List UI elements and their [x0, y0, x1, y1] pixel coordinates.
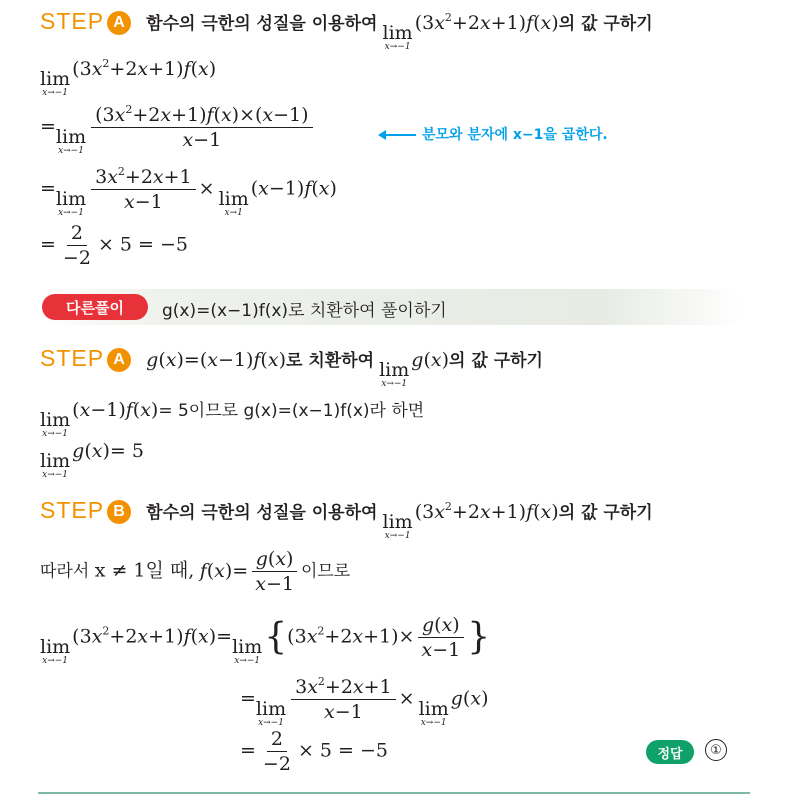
step-a2-title-tail: 의 값 구하기: [449, 351, 543, 371]
sol1-line3: = lim x→−1 $\frac{3x^2+2x+1}{x-1}$ × lim x→1 (x−1)f(x): [40, 165, 337, 218]
lim-subscript: x→−1: [58, 207, 84, 218]
hint-note: [380, 124, 608, 144]
lim-subscript: x→−1: [384, 42, 411, 52]
step-a2-title-mid: 로 치환하여: [285, 351, 375, 371]
sol1-line1: lim x→−1 $(3x^2+2x+1)f(x)$: [40, 57, 217, 98]
frac-numerator: 2: [267, 728, 287, 752]
step-b-title-tail: 의 값 구하기: [558, 503, 653, 523]
sol2-intro: 따라서 x ≠ 1일 때, f(x)= $\frac{g(x)}{x-1}$ 이므로: [40, 548, 351, 595]
bottom-divider: [38, 792, 750, 794]
intro-cond: x ≠ 1일 때,: [94, 559, 195, 582]
step-label: STEP: [40, 345, 105, 371]
alt-line2: lim x→−1 g(x)= 5: [40, 440, 144, 480]
result-tail: × 5 = −5: [297, 739, 388, 762]
hint-text: 분모와 분자에 x−1을 곱한다.: [422, 127, 608, 143]
lim-subscript: x→1: [224, 207, 243, 218]
step-badge-a: A: [107, 348, 131, 372]
step-a2-heading: STEP A g(x)=(x−1)f(x)로 치환하여 lim x→−1 g(x)의 값 구하기: [40, 345, 543, 389]
sol2-line2: = lim x→−1 $\frac{3x^2+2x+1}{x-1}$ × lim x→−1 g(x): [240, 675, 489, 728]
step-label: STEP: [40, 497, 105, 523]
answer-badge: 정답: [646, 740, 694, 764]
step-label: STEP: [40, 8, 105, 34]
intro-post: 이므로: [300, 561, 351, 582]
intro-pre: 따라서: [40, 561, 90, 582]
alt-line1: lim x→−1 (x−1)f(x)= 5이므로 g(x)=(x−1)f(x)라 하면: [40, 399, 425, 439]
alt-solution-text: g(x)=(x−1)f(x)로 치환하여 풀이하기: [162, 301, 447, 321]
alt-line2-text: = 5: [109, 440, 144, 462]
sol1-result: = $\frac{2}{-2}$ × 5 = −5: [40, 222, 188, 269]
lim-subscript: x→−1: [42, 88, 69, 98]
step-a-title: 함수의 극한의 성질을 이용하여: [146, 14, 378, 34]
step-badge-b: B: [107, 500, 131, 524]
step-a-heading: STEP A 함수의 극한의 성질을 이용하여 lim x→−1 $(3x^2+2x+1)f(x)$의 값 구하기: [40, 8, 653, 52]
sol1-line2: = lim x→−1 $\frac{(3x^2+2x+1)f(x)\times(x-1)}{x-1}$: [40, 104, 316, 156]
step-badge-a: A: [107, 11, 131, 35]
result-tail: × 5 = −5: [97, 233, 188, 256]
alt-solution-pill: 다른풀이: [42, 294, 148, 320]
step-a-title-tail: 의 값 구하기: [558, 14, 653, 34]
sol2-result: = $\frac{2}{-2}$ × 5 = −5: [240, 728, 388, 775]
arrow-left-icon: [380, 134, 416, 136]
sol2-line1: lim x→−1 $(3x^2+2x+1)f(x)=$ lim x→−1 {$(3x^2+2x+1)\times$ $\frac{g(x)}{x-1}$ }: [40, 614, 491, 666]
answer-choice: ①: [705, 739, 727, 761]
frac-denominator: −2: [62, 247, 91, 269]
step-b-heading: STEP B 함수의 극한의 성질을 이용하여 lim x→−1 $(3x^2+2x+1)f(x)$의 값 구하기: [40, 497, 653, 541]
step-b-title: 함수의 극한의 성질을 이용하여: [146, 503, 378, 523]
frac-numerator: 2: [67, 222, 87, 246]
alt-line1-text: = 5이므로 g(x)=(x−1)f(x)라 하면: [158, 401, 425, 421]
frac-denominator: −2: [262, 753, 291, 775]
